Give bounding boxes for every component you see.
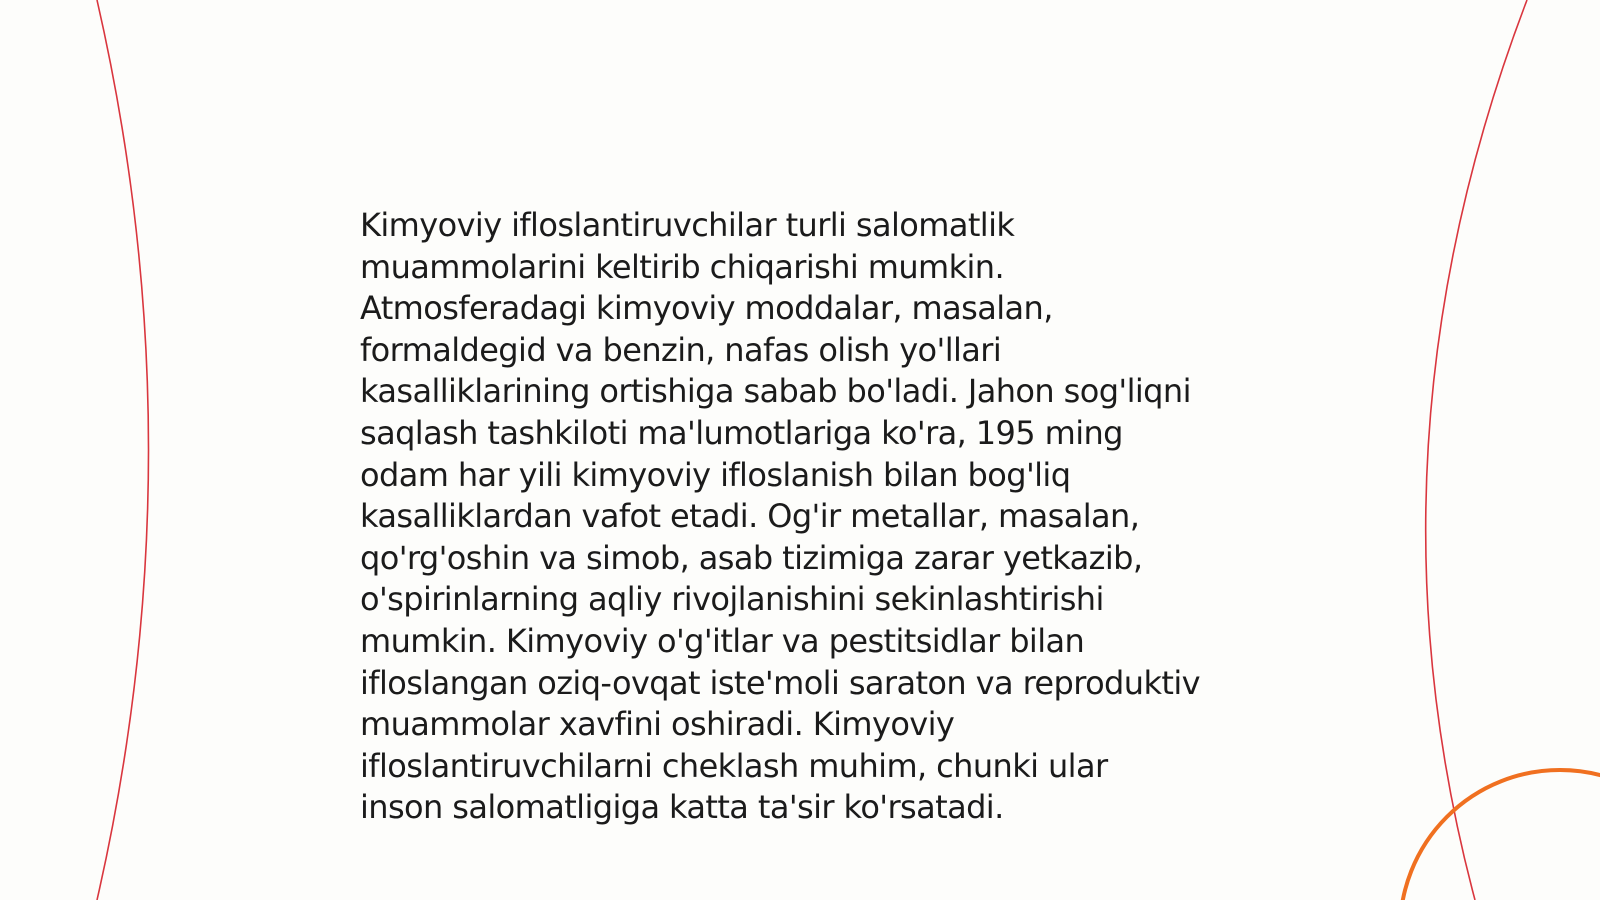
paragraph-line: saqlash tashkiloti ma'lumotlariga ko'ra, 195 ming xyxy=(360,413,1123,452)
paragraph-line: qo'rg'oshin va simob, asab tizimiga zarar yetkazib, xyxy=(360,538,1143,577)
paragraph-line: Kimyoviy ifloslantiruvchilar turli salomatlik xyxy=(360,206,1015,244)
paragraph-line: muammolar xavfini oshiradi. Kimyoviy xyxy=(360,705,955,744)
paragraph-line: odam har yili kimyoviy ifloslanish bilan bog'liq xyxy=(360,455,1071,494)
left-red-arc xyxy=(97,0,149,900)
paragraph-line: kasalliklardan vafot etadi. Og'ir metallar, masalan, xyxy=(360,497,1140,536)
paragraph-line: inson salomatligiga katta ta'sir ko'rsatadi. xyxy=(360,788,1004,827)
body-paragraph xyxy=(360,205,1260,829)
orange-circle-arc xyxy=(1400,770,1600,900)
paragraph-line: muammolarini keltirib chiqarishi mumkin. xyxy=(360,247,1005,286)
right-red-arc xyxy=(1426,0,1527,900)
paragraph-line: o'spirinlarning aqliy rivojlanishini sekinlashtirishi xyxy=(360,580,1104,619)
paragraph-line: ifloslantiruvchilarni cheklash muhim, chunki ular xyxy=(360,746,1108,785)
paragraph-line: formaldegid va benzin, nafas olish yo'llari xyxy=(360,330,1002,369)
paragraph-line: kasalliklarining ortishiga sabab bo'ladi. Jahon sog'liqni xyxy=(360,372,1191,411)
paragraph-line: mumkin. Kimyoviy o'g'itlar va pestitsidlar bilan xyxy=(360,621,1085,660)
paragraph-line: Atmosferadagi kimyoviy moddalar, masalan, xyxy=(360,289,1053,328)
paragraph-line: ifloslangan oziq-ovqat iste'moli saraton va reproduktiv xyxy=(360,663,1200,702)
